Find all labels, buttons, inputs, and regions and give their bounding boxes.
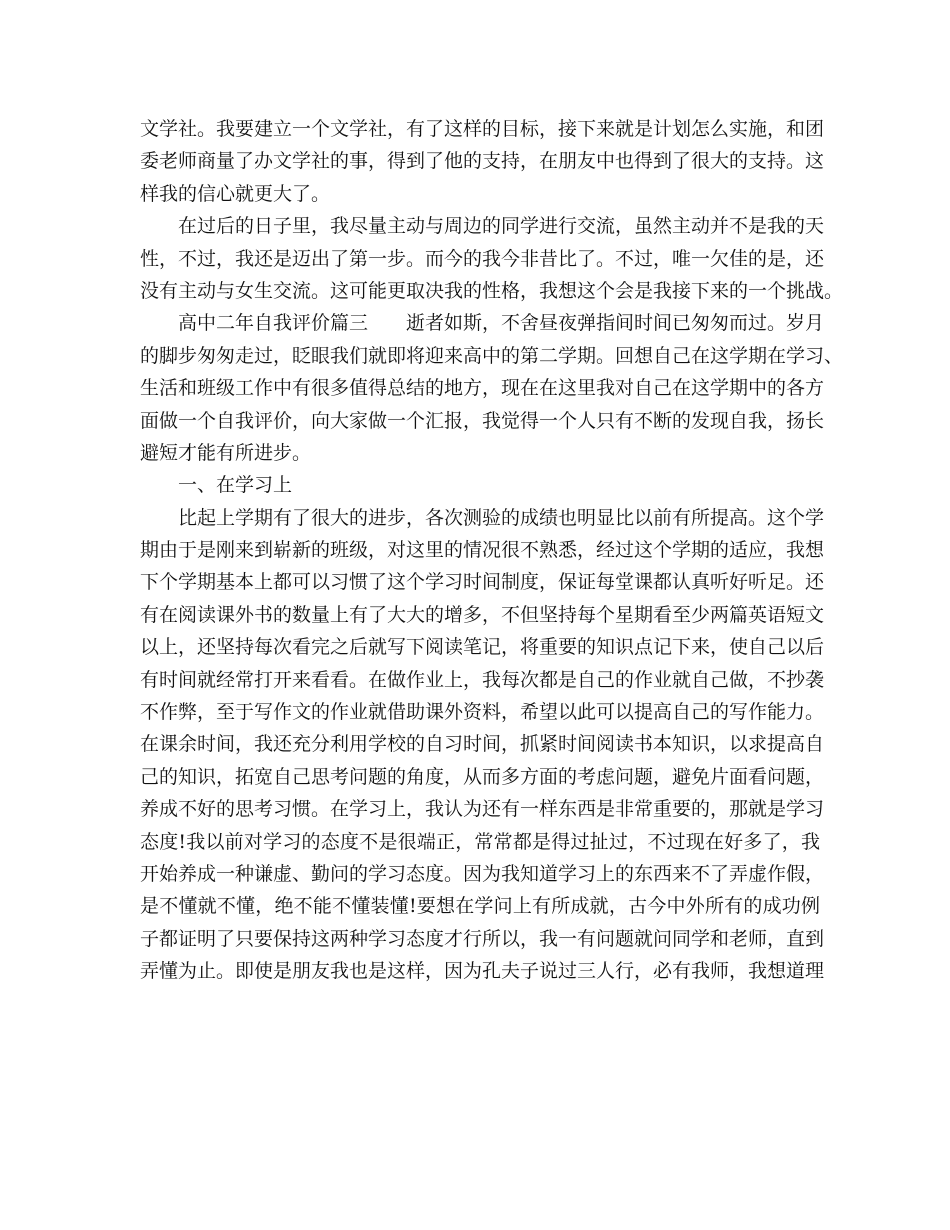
text-line: 委老师商量了办文学社的事，得到了他的支持，在朋友中也得到了很大的支持。这 <box>140 150 825 173</box>
text-line: 样我的信心就更大了。 <box>140 182 331 205</box>
text-line: 弄懂为止。即使是朋友我也是这样，因为孔夫子说过三人行，必有我师，我想道理 <box>140 960 825 983</box>
text-line: 下个学期基本上都可以习惯了这个学习时间制度，保证每堂课都认真听好听足。还 <box>140 571 825 594</box>
document-body <box>140 113 844 988</box>
paragraph-4 <box>140 502 825 988</box>
text-line: 有时间就经常打开来看看。在做作业上，我每次都是自己的作业就自己做，不抄袭 <box>140 668 825 691</box>
text-line: 开始养成一种谦虚、勤问的学习态度。因为我知道学习上的东西来不了弄虚作假， <box>140 862 825 885</box>
text-line: 性，不过，我还是迈出了第一步。而今的我今非昔比了。不过，唯一欠佳的是，还 <box>140 247 825 270</box>
text-line: 期由于是刚来到崭新的班级，对这里的情况很不熟悉，经过这个学期的适应，我想 <box>140 539 825 562</box>
text-line: 养成不好的思考习惯。在学习上，我认为还有一样东西是非常重要的，那就是学习 <box>140 798 825 821</box>
section-title: 一、在学习上 <box>178 474 293 497</box>
text-line: 有在阅读课外书的数量上有了大大的增多，不但坚持每个星期看至少两篇英语短文 <box>140 603 825 626</box>
text-line: 高中二年自我评价篇三 逝者如斯，不舍昼夜弹指间时间已匆匆而过。岁月 <box>178 312 825 335</box>
text-line: 以上，还坚持每次看完之后就写下阅读笔记，将重要的知识点记下来，使自己以后 <box>140 636 825 659</box>
text-line: 没有主动与女生交流。这可能更取决我的性格，我想这个会是我接下来的一个挑战。 <box>140 279 844 302</box>
text-line: 避短才能有所进步。 <box>140 441 312 464</box>
text-line: 的脚步匆匆走过，眨眼我们就即将迎来高中的第二学期。回想自己在这学期在学习、 <box>140 344 844 367</box>
text-line: 比起上学期有了很大的进步，各次测验的成绩也明显比以前有所提高。这个学 <box>178 506 825 529</box>
paragraph-1 <box>140 113 825 210</box>
section-heading <box>140 469 820 501</box>
text-line: 不作弊，至于写作文的作业就借助课外资料，希望以此可以提高自己的写作能力。 <box>140 701 825 724</box>
text-line: 子都证明了只要保持这两种学习态度才行所以，我一有问题就问同学和老师，直到 <box>140 927 825 950</box>
text-line: 是不懂就不懂，绝不能不懂装懂!要想在学问上有所成就，古今中外所有的成功例 <box>140 895 820 918</box>
paragraph-2 <box>140 210 844 307</box>
text-line: 在课余时间，我还充分利用学校的自习时间，抓紧时间阅读书本知识，以求提高自 <box>140 733 825 756</box>
paragraph-3 <box>140 307 844 469</box>
text-line: 在过后的日子里，我尽量主动与周边的同学进行交流，虽然主动并不是我的天 <box>178 215 825 238</box>
text-line: 文学社。我要建立一个文学社，有了这样的目标，接下来就是计划怎么实施，和团 <box>140 118 825 140</box>
text-line: 己的知识，拓宽自己思考问题的角度，从而多方面的考虑问题，避免片面看问题， <box>140 765 825 788</box>
text-line: 面做一个自我评价，向大家做一个汇报，我觉得一个人只有不断的发现自我，扬长 <box>140 409 825 432</box>
text-line: 生活和班级工作中有很多值得总结的地方，现在在这里我对自己在这学期中的各方 <box>140 377 825 400</box>
text-line: 态度!我以前对学习的态度不是很端正，常常都是得过扯过，不过现在好多了，我 <box>140 830 820 853</box>
